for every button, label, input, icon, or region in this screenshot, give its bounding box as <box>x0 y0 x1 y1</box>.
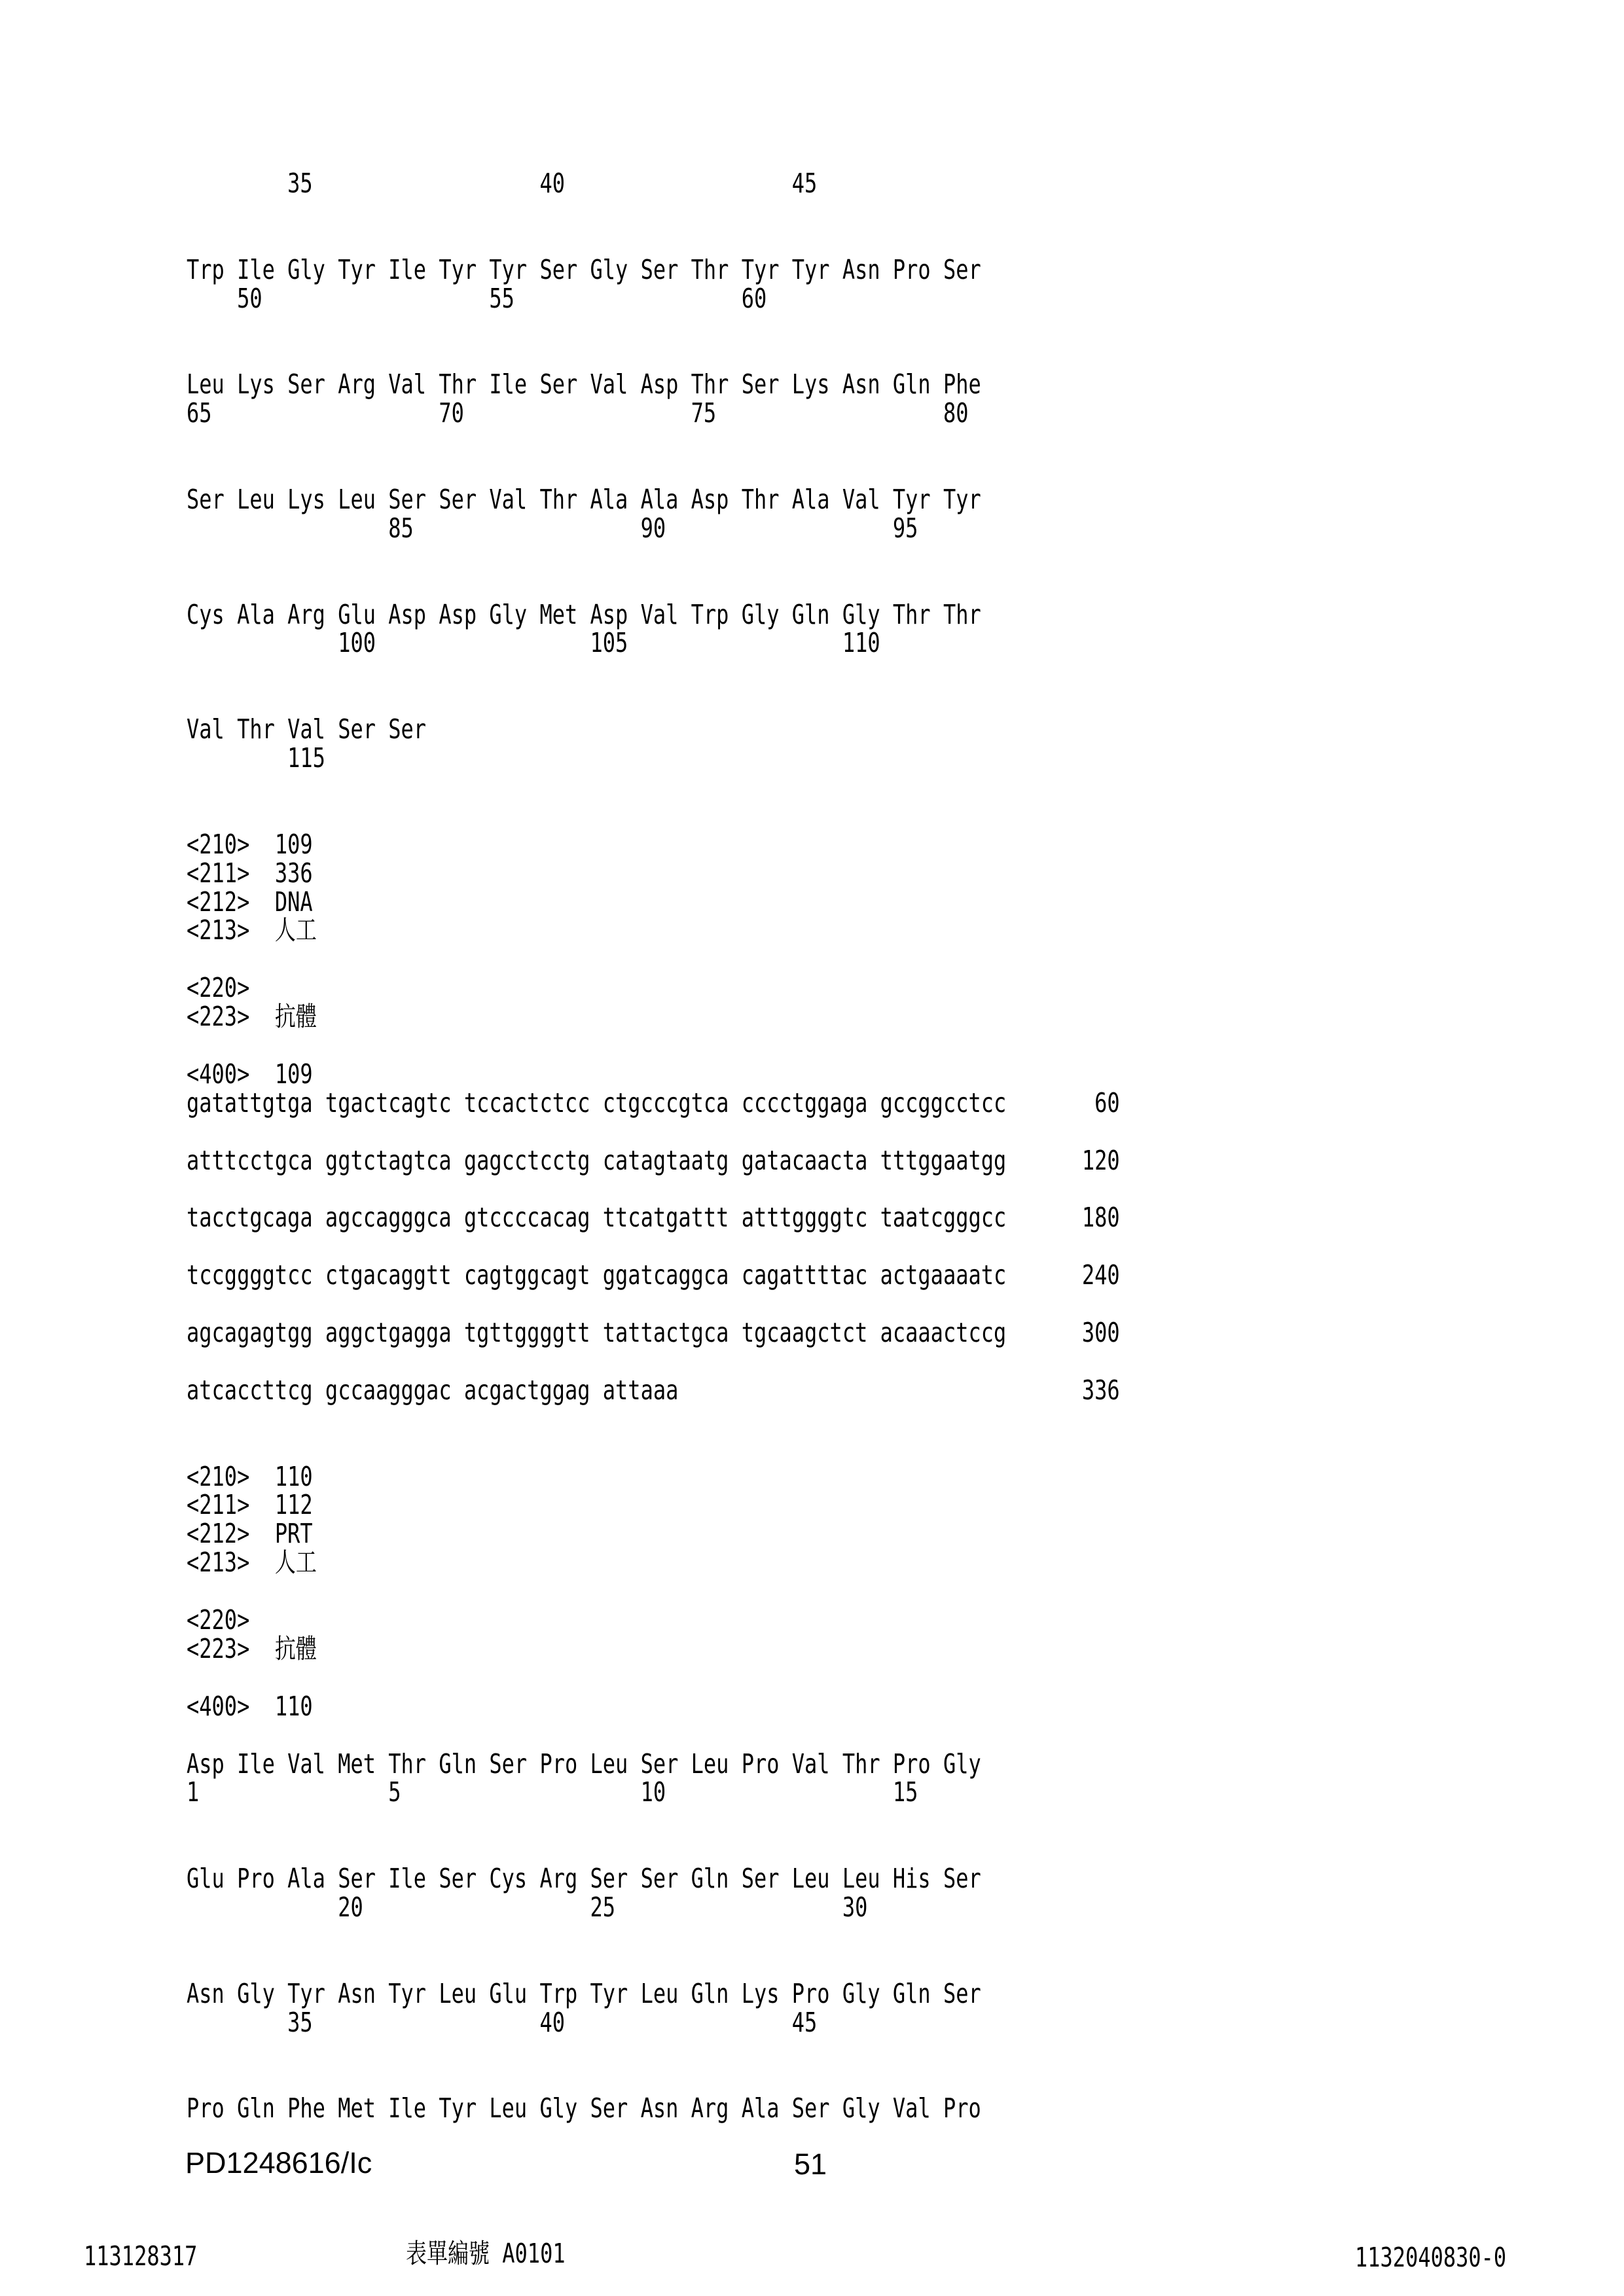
tag-210-row: <210> 110 <box>187 1460 313 1493</box>
page-number: 51 <box>794 2147 827 2181</box>
residue-row: Asp Ile Val Met Thr Gln Ser Pro Leu Ser Leu Pro Val Thr Pro Gly <box>187 1748 981 1780</box>
residue-row: Pro Gln Phe Met Ile Tyr Leu Gly Ser Asn Arg Ala Ser Gly Val Pro <box>187 2092 981 2125</box>
tag-223-row: <223> 抗體 <box>187 1632 317 1665</box>
dna-sequence-row: gatattgtga tgactcagtc tccactctcc ctgcccgtca cccctggaga gccggcctcc 60 <box>187 1086 1120 1119</box>
position-row: 1 5 10 15 <box>187 1776 918 1808</box>
version-code: 1132040830-0 <box>1355 2241 1507 2274</box>
dna-sequence-row: atcaccttcg gccaagggac acgactggag attaaa 336 <box>187 1374 1120 1407</box>
dna-sequence-row: agcagagtgg aggctgagga tgttggggtt tattactgca tgcaagctct acaaactccg 300 <box>187 1316 1120 1349</box>
dna-sequence-row: tacctgcaga agccagggca gtccccacag ttcatgattt atttggggtc taatcgggcc 180 <box>187 1201 1120 1234</box>
tag-400-row: <400> 109 <box>187 1058 313 1090</box>
position-row: 115 <box>187 742 325 774</box>
position-row: 20 25 30 <box>187 1891 868 1924</box>
residue-row: Glu Pro Ala Ser Ile Ser Cys Arg Ser Ser Gln Ser Leu Leu His Ser <box>187 1862 981 1895</box>
residue-row: Asn Gly Tyr Asn Tyr Leu Glu Trp Tyr Leu Gln Lys Pro Gly Gln Ser <box>187 1977 981 2010</box>
position-row: 65 70 75 80 <box>187 397 969 429</box>
position-row: 85 90 95 <box>187 512 918 545</box>
residue-row: Val Thr Val Ser Ser <box>187 713 427 745</box>
tag-211-row: <211> 112 <box>187 1488 313 1521</box>
tag-212-row: <212> PRT <box>187 1517 313 1550</box>
position-row: 35 40 45 <box>187 2006 818 2039</box>
residue-row: Cys Ala Arg Glu Asp Asp Gly Met Asp Val Trp Gly Gln Gly Thr Thr <box>187 598 981 631</box>
tag-220-row: <220> <box>187 1604 250 1636</box>
tag-212-row: <212> DNA <box>187 886 313 918</box>
form-number-label: 表單編號 A0101 <box>406 2237 566 2270</box>
position-row: 35 40 45 <box>187 167 818 200</box>
position-row: 50 55 60 <box>187 282 767 315</box>
tag-213-row: <213> 人工 <box>187 914 317 946</box>
residue-row: Trp Ile Gly Tyr Ile Tyr Tyr Ser Gly Ser Thr Tyr Tyr Asn Pro Ser <box>187 253 981 286</box>
dna-sequence-row: tccggggtcc ctgacaggtt cagtggcagt ggatcaggca cagattttac actgaaaatc 240 <box>187 1259 1120 1291</box>
doc-code: PD1248616/Ic <box>185 2146 372 2179</box>
tag-400-row: <400> 110 <box>187 1690 313 1723</box>
tag-220-row: <220> <box>187 971 250 1004</box>
tag-211-row: <211> 336 <box>187 857 313 889</box>
position-row: 100 105 110 <box>187 626 880 659</box>
dna-sequence-row: atttcctgca ggtctagtca gagcctcctg catagtaatg gatacaacta tttggaatgg 120 <box>187 1144 1120 1177</box>
tag-210-row: <210> 109 <box>187 828 313 861</box>
residue-row: Ser Leu Lys Leu Ser Ser Val Thr Ala Ala Asp Thr Ala Val Tyr Tyr <box>187 483 981 516</box>
tag-223-row: <223> 抗體 <box>187 1000 317 1033</box>
tag-213-row: <213> 人工 <box>187 1546 317 1579</box>
residue-row: Leu Lys Ser Arg Val Thr Ile Ser Val Asp Thr Ser Lys Asn Gln Phe <box>187 368 981 401</box>
application-number: 113128317 <box>84 2240 198 2272</box>
